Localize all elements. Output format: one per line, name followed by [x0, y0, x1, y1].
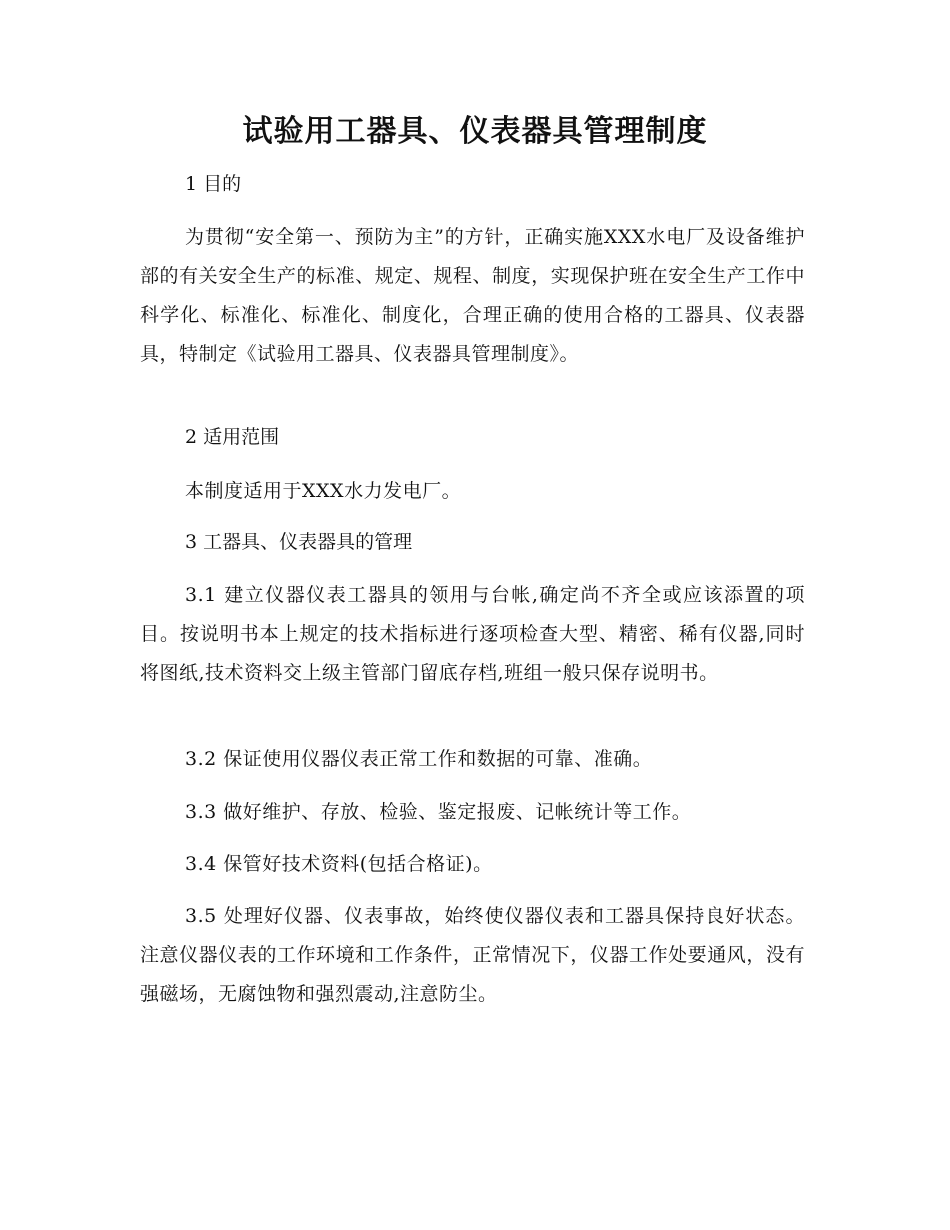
- paragraph-3-3: 3.3 做好维护、存放、检验、鉴定报废、记帐统计等工作。: [185, 801, 692, 823]
- paragraph-3-2: 3.2 保证使用仪器仪表正常工作和数据的可靠、准确。: [185, 748, 653, 770]
- paragraph-3-5: 3.5 处理好仪器、仪表事故，始终使仪器仪表和工器具保持良好状态。注意仪器仪表的工作环境和工作条件，正常情况下，仪器工作处要通风，没有强磁场，无腐蚀物和强烈震动,注意防尘。: [140, 905, 805, 1005]
- paragraph-purpose: 为贯彻“安全第一、预防为主”的方针，正确实施XXX水电厂及设备维护部的有关安全生产的标准、规定、规程、制度，实现保护班在安全生产工作中科学化、标准化、标准化、制度化，合理正确的使用合格的工器具、仪表器具，特制定《试验用工器具、仪表器具管理制度》。: [140, 226, 805, 365]
- paragraph-3-1: 3.1 建立仪器仪表工器具的领用与台帐,确定尚不齐全或应该添置的项目。按说明书本上规定的技术指标进行逐项检查大型、精密、稀有仪器,同时将图纸,技术资料交上级主管部门留底存档,班组一般只保存说明书。: [140, 584, 805, 684]
- document-title: 试验用工器具、仪表器具管理制度: [242, 114, 708, 149]
- section-heading-scope: 2 适用范围: [185, 426, 280, 448]
- section-heading-management: 3 工器具、仪表器具的管理: [185, 531, 413, 553]
- paragraph-3-4: 3.4 保管好技术资料(包括合格证)。: [185, 853, 493, 875]
- section-heading-purpose: 1 目的: [185, 173, 242, 195]
- paragraph-scope: 本制度适用于XXX水力发电厂。: [185, 480, 462, 502]
